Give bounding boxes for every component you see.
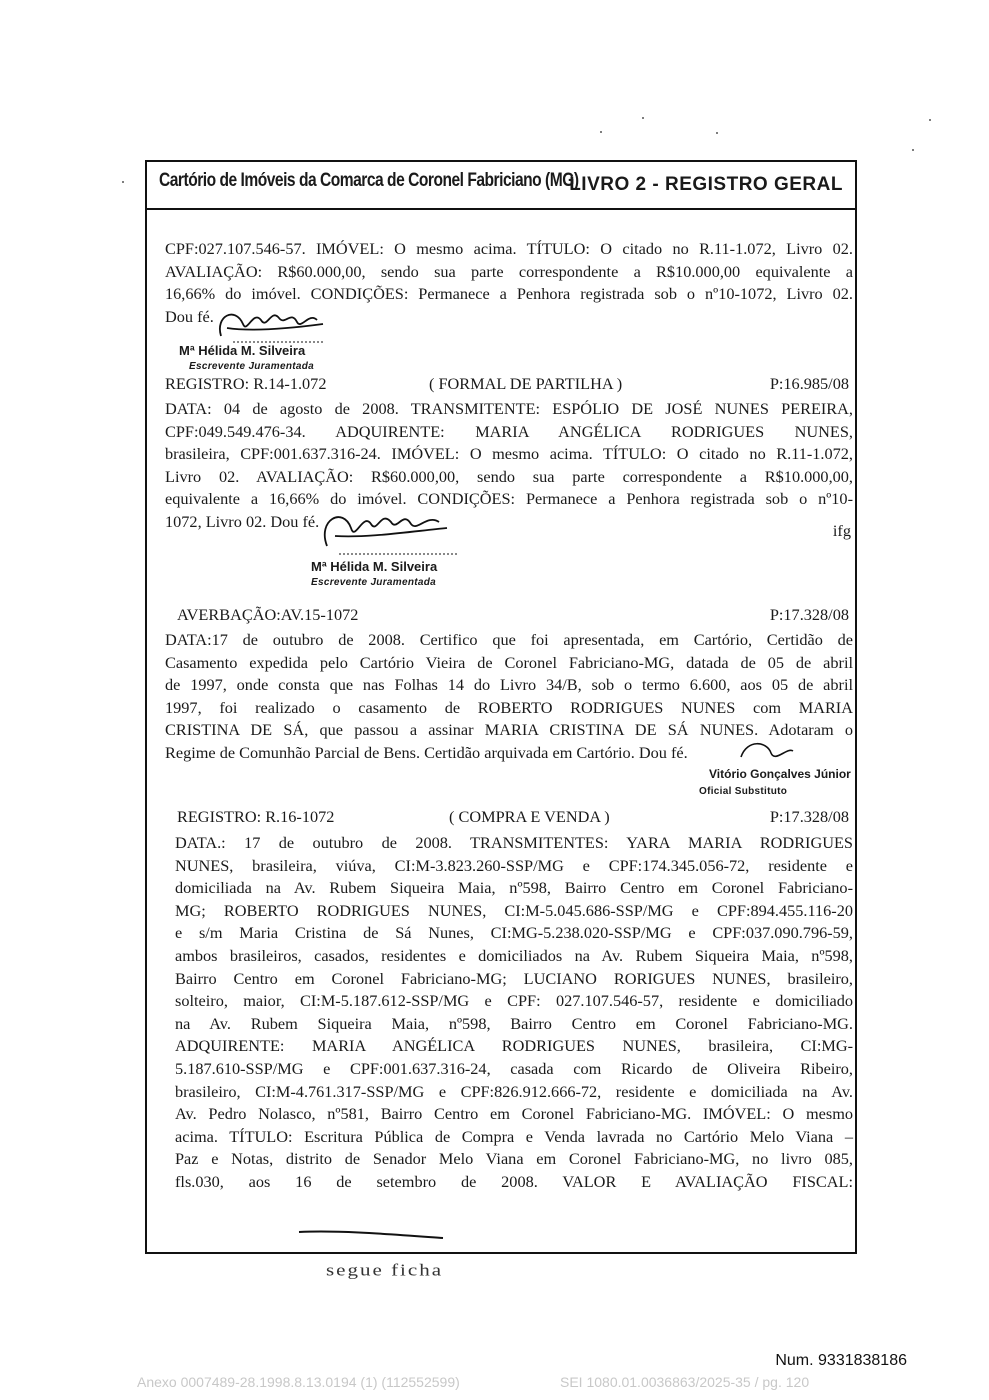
handwritten-signature [737,737,797,767]
text-line: Regime de Comunhão Parcial de Bens. Certidão arquivada em Cartório. Dou fé. [165,742,688,762]
text-line: fls.030, aos 16 de setembro de 2008. VALOR E AVALIAÇÃO FISCAL: [175,1171,853,1191]
text-line: Paz e Notas, distrito de Senador Melo Viana em Coronel Fabriciano-MG, no livro 085, [175,1149,853,1169]
office-name: Cartório de Imóveis da Comarca de Coronel Fabriciano (MG) [159,170,579,191]
text-line: CRISTINA DE SÁ, que passou a assinar MARIA CRISTINA DE SÁ NUNES. Adotaram o [165,720,853,740]
text-line: Dou fé. [165,306,214,326]
signer-name: Mª Hélida M. Silveira [311,559,438,574]
signer-title: Oficial Substituto [699,786,788,797]
text-line: de 1997, onde consta que nas Folhas 14 do Livro 34/B, sob o termo 6.600, aos 05 de abril [165,675,853,695]
protocol-number: P:16.985/08 [769,374,849,393]
sei-reference: SEI 1080.01.0036863/2025-35 / pg. 120 [560,1374,810,1390]
book-title: LIVRO 2 - REGISTRO GERAL [569,174,843,195]
text-line: acima. TÍTULO: Escritura Pública de Compra e Venda lavrada no Cartório Melo Viana – [175,1126,853,1146]
entry-type: ( COMPRA E VENDA ) [449,807,610,826]
text-line: ambos brasileiros, casados, residentes e domiciliados na Av. Rubem Siqueira Maia, nº598, [175,945,853,965]
signature-block [179,344,314,373]
text-line: 1072, Livro 02. Dou fé. [165,511,320,531]
text-line: Livro 02. AVALIAÇÃO: R$60.000,00, sendo sua parte correspondente a R$10.000,00, [165,466,853,486]
text-line: CPF:027.107.546-57. IMÓVEL: O mesmo acima. TÍTULO: O citado no R.11-1.072, Livro 02. [165,239,853,258]
scan-speck [642,117,644,119]
annex-reference: Anexo 0007489-28.1998.8.13.0194 (1) (112552599) [137,1374,460,1390]
protocol-number: P:17.328/08 [769,605,849,624]
text-line: equivalente a 16,66% do imóvel. CONDIÇÕES: Permanece a Penhora registrada sob o nº10- [165,489,853,509]
text-line: domiciliada na Av. Rubem Siqueira Maia, nº598, Bairro Centro em Coronel Fabriciano- [175,878,853,898]
text-line: solteiro, maior, CI:M-5.187.612-SSP/MG e CPF: 027.107.546-57, residente e domiciliado [175,991,853,1011]
text-line: Av. Pedro Nolasco, nº581, Bairro Centro em Coronel Fabriciano-MG. IMÓVEL: O mesmo [175,1104,853,1124]
scan-speck [912,149,914,151]
text-line: Bairro Centro em Coronel Fabriciano-MG; LUCIANO RORIGUES NUNES, brasileiro, [175,968,853,988]
text-line: brasileira, CPF:001.637.316-24. IMÓVEL: O mesmo acima. TÍTULO: O citado no R.11-1.072, [165,444,853,464]
text-line: DATA.: 17 de outubro de 2008. TRANSMITENTES: YARA MARIA RODRIGUES [175,833,853,852]
entry-type: ( FORMAL DE PARTILHA ) [429,374,623,393]
continuation-stamp: segue ficha [326,1260,444,1280]
text-line: 5.187.610-SSP/MG e CPF:001.637.316-24, casada com Ricardo de Oliveira Ribeiro, [175,1058,853,1078]
scan-speck [929,119,931,121]
entry-label: REGISTRO: R.16-1072 [177,807,335,826]
closing-line [297,1228,447,1242]
text-line: DATA: 04 de agosto de 2008. TRANSMITENTE: ESPÓLIO DE JOSÉ NUNES PEREIRA, [165,399,853,418]
entry2-text [165,398,853,534]
entry-label: AVERBAÇÃO:AV.15-1072 [177,605,359,624]
register-page [145,160,857,1254]
text-line: DATA:17 de outubro de 2008. Certifico que foi apresentada, em Cartório, Certidão de [165,630,853,649]
signer-title: Escrevente Juramentada [189,361,314,372]
text-line: 1997, foi realizado o casamento de ROBERTO RODRIGUES NUNES com MARIA [165,697,853,717]
entry4-text [175,832,853,1194]
scan-speck [122,181,124,183]
text-line: na Av. Rubem Siqueira Maia, nº598, Bairro Centro em Coronel Fabriciano-MG. [175,1013,853,1033]
handwritten-signature [317,502,457,558]
entry-label: REGISTRO: R.14-1.072 [165,374,327,393]
register-header [147,162,855,210]
document-number: Num. 9331838186 [775,1352,907,1369]
signer-title: Escrevente Juramentada [311,577,436,588]
text-line: NUNES, brasileira, viúva, CI:M-3.823.260-SSP/MG e CPF:174.345.056-72, residente e [175,855,853,875]
text-line: MG; ROBERTO RODRIGUES NUNES, CI:M-5.045.686-SSP/MG e CPF:894.455.116-20 [175,900,853,920]
signature-block [699,767,851,798]
text-line: CPF:049.549.476-34. ADQUIRENTE: MARIA ANGÉLICA RODRIGUES NUNES, [165,421,853,441]
text-line: ADQUIRENTE: MARIA ANGÉLICA RODRIGUES NUNES, brasileira, CI:MG- [175,1036,853,1056]
scan-speck [600,131,602,133]
signer-name: Vitório Gonçalves Júnior [709,767,851,781]
protocol-number: P:17.328/08 [769,807,849,826]
text-line: 16,66% do imóvel. CONDIÇÕES: Permanece a Penhora registrada sob o nº10-1072, Livro 02. [165,284,853,304]
scan-speck [716,132,718,134]
text-line: AVALIAÇÃO: R$60.000,00, sendo sua parte correspondente a R$10.000,00 equivalente a [165,261,853,281]
text-line: brasileiro, CI:M-4.761.317-SSP/MG e CPF:826.912.666-72, residente e domiciliada na Av. [175,1081,853,1101]
signature-block [311,560,437,589]
initials: ifg [832,521,851,540]
text-line: Casamento expedida pelo Cartório Vieira de Coronel Fabriciano-MG, datada de 05 de abril [165,652,853,672]
signer-name: Mª Hélida M. Silveira [179,343,306,358]
text-line: e s/m Maria Cristina de Sá Nunes, CI:MG-5.238.020-SSP/MG e CPF:037.090.796-59, [175,923,853,943]
